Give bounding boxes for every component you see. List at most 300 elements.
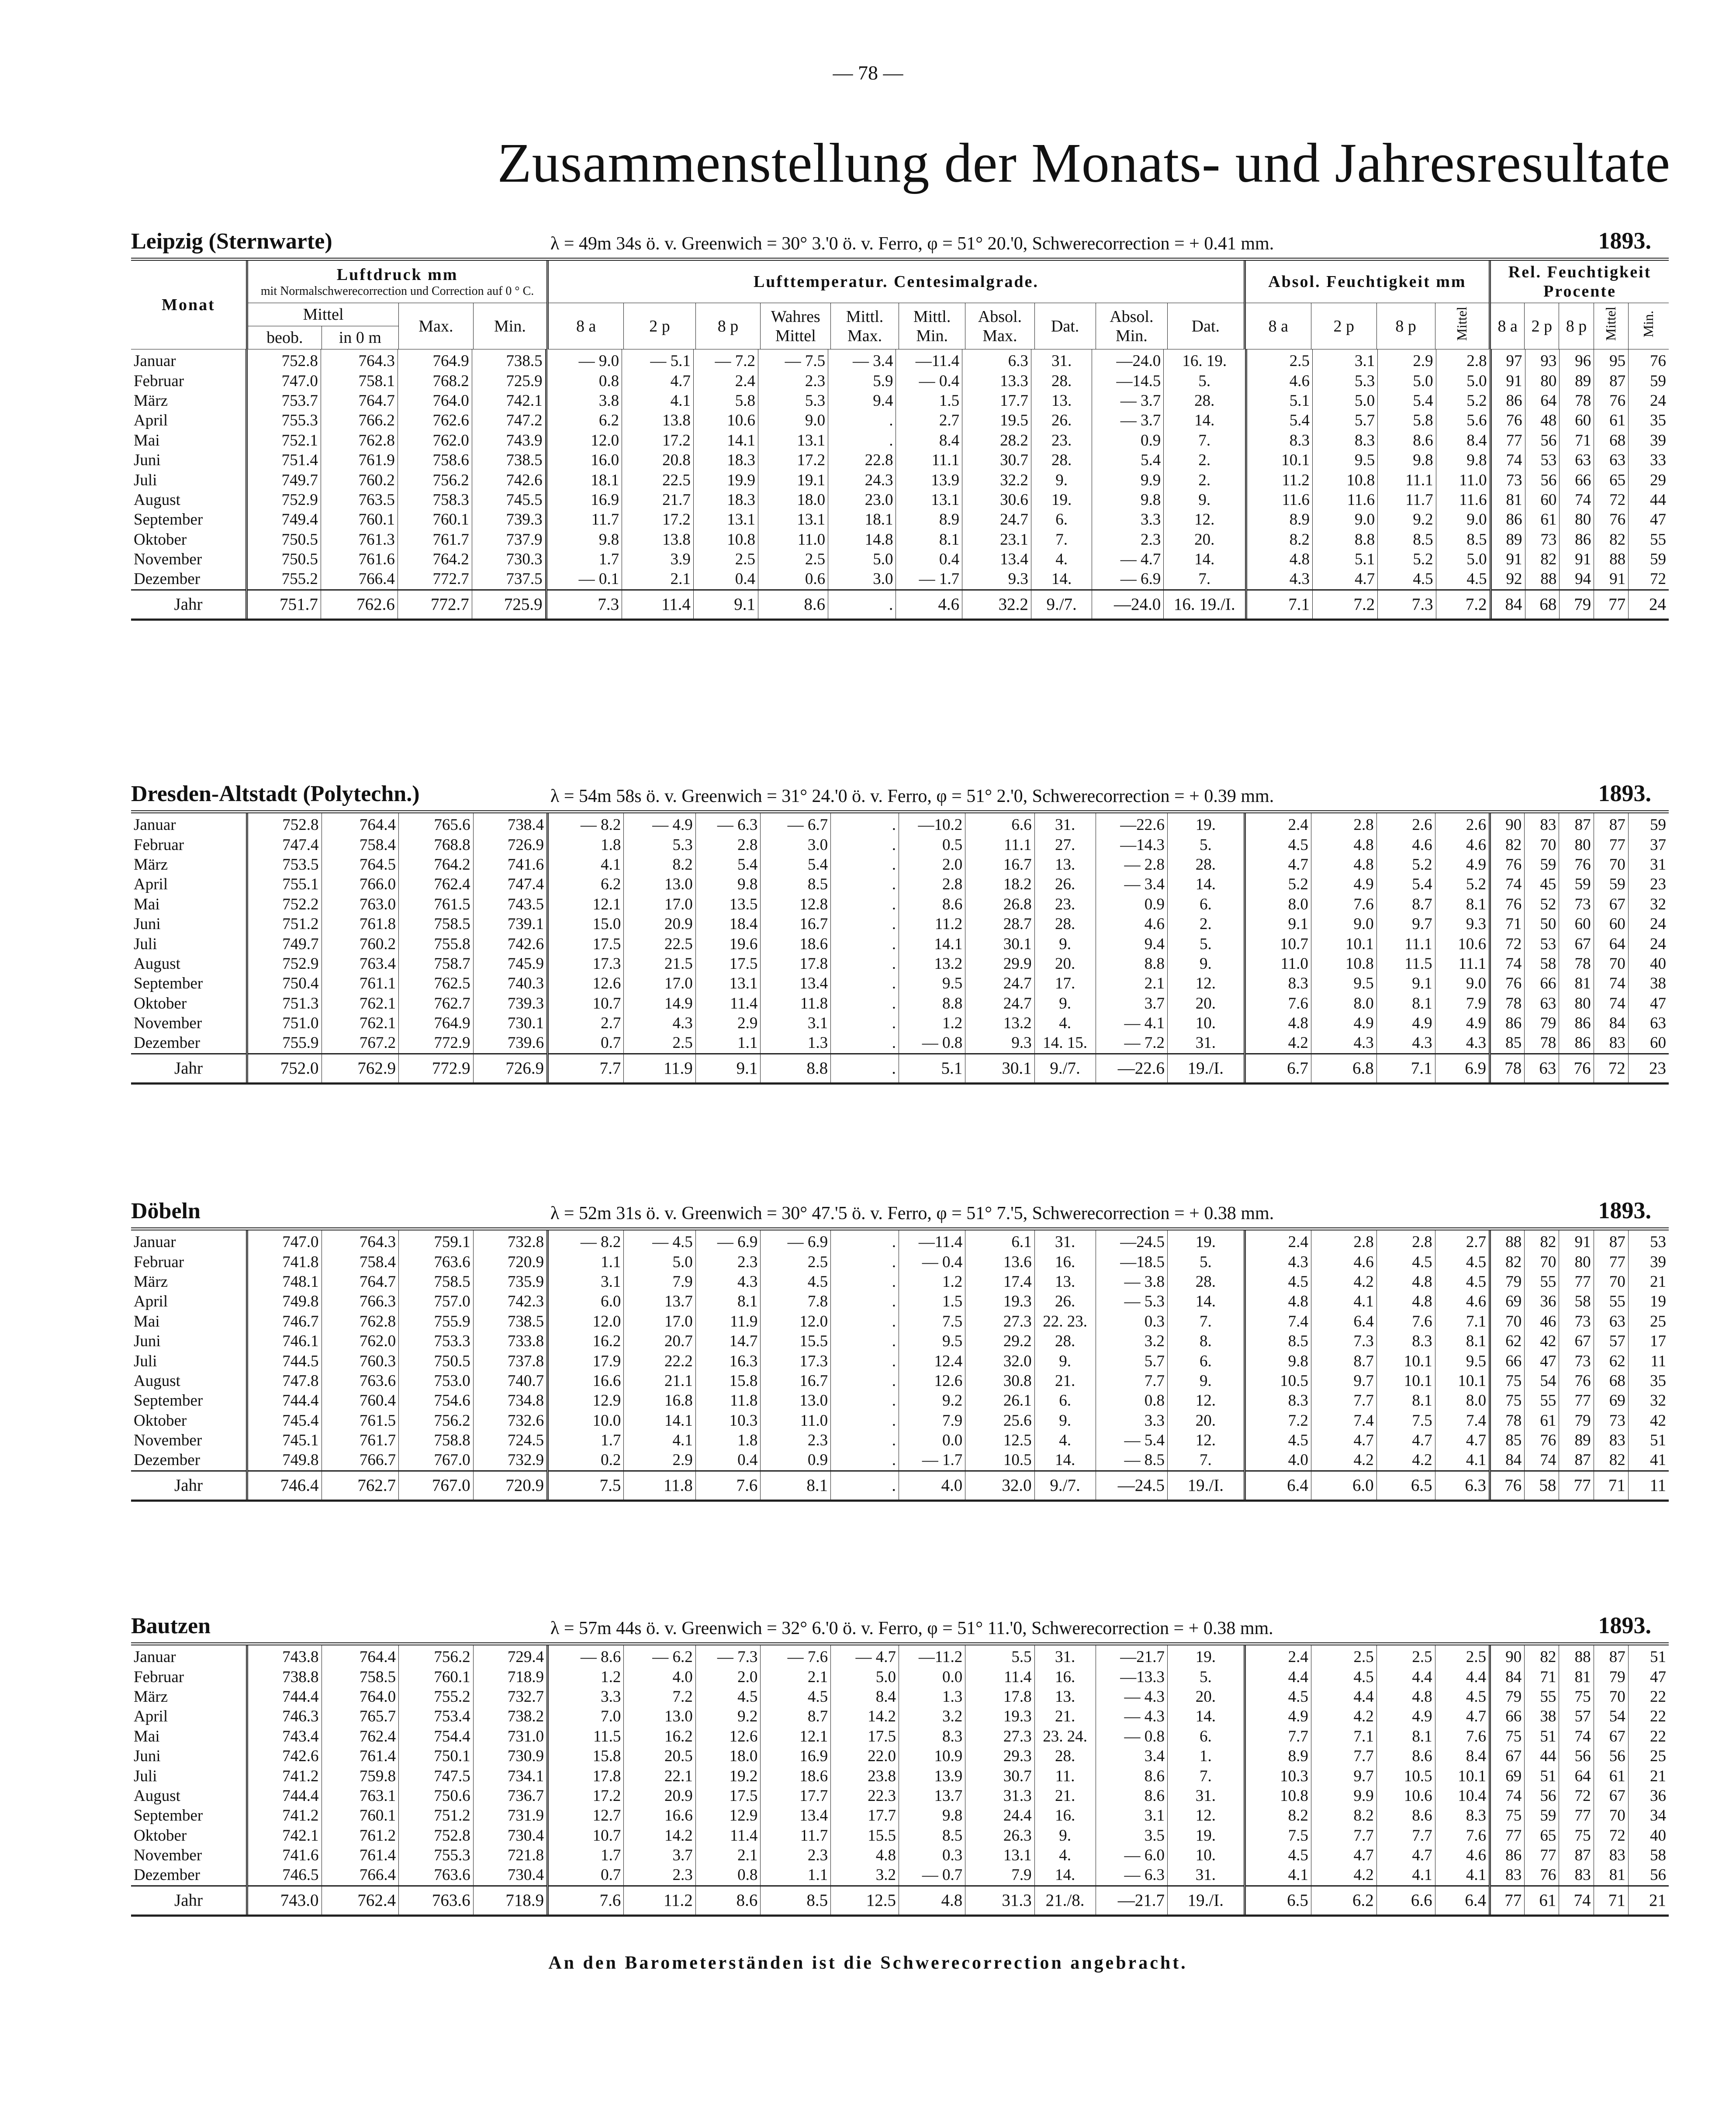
table-cell: 84 [1490,590,1525,619]
table-cell: 60 [1628,1033,1669,1054]
table-cell: 28. [1034,1331,1096,1351]
table-cell: 76 [1559,1371,1594,1391]
table-cell: 7.6 [1435,1826,1490,1845]
table-cell: 77 [1490,1886,1525,1914]
table-cell: 72 [1594,1826,1628,1845]
table-row [131,855,1669,874]
table-cell: 60 [1559,914,1594,934]
table-cell: 742.1 [472,391,546,411]
table-cell: 14.7 [695,1331,761,1351]
table-cell: 8.5 [899,1826,965,1845]
table-cell: 762.0 [398,431,472,450]
table-cell: 8.6 [899,895,965,914]
table-cell: 744.4 [247,1786,322,1806]
table-cell: 74 [1560,490,1594,510]
month-label: Juni [134,451,161,470]
table-cell: 51 [1628,1645,1669,1667]
table-cell: 13.1 [695,974,761,993]
table-cell: 767.0 [399,1471,474,1500]
page-number: — 78 — [833,62,903,84]
table-cell: 33 [1629,450,1669,470]
table-cell: 738.2 [473,1707,548,1726]
top-rule [131,258,1669,261]
table-cell: 8.6 [1376,1806,1435,1825]
station-dresden [131,775,1669,1085]
table-cell: 11.6 [1436,490,1490,510]
table-cell: 76 [1559,855,1594,874]
table-cell: 13.2 [965,1013,1034,1033]
table-cell: 9.8 [695,874,761,894]
table-cell: 0.4 [695,1450,761,1471]
table-row [131,1391,1669,1410]
table-row [131,530,1669,549]
table-cell: 84 [1594,1013,1628,1033]
table-cell: 89 [1490,530,1525,549]
table-cell: 28. [1031,371,1092,390]
month-label: September [134,1392,203,1410]
table-cell: 4.6 [1246,371,1313,390]
table-cell: 31.3 [965,1786,1034,1806]
table-cell: 76 [1490,974,1525,993]
table-cell: 61 [1525,1886,1559,1914]
table-cell: 6.8 [1311,1054,1376,1082]
table-cell: 3.2 [831,1865,899,1886]
table-cell: 11.7 [761,1826,831,1845]
table-cell: 747.4 [473,874,548,894]
table-cell: 79 [1594,1667,1628,1686]
table-cell: 8.6 [1378,431,1436,450]
month-label: Juni [134,1332,161,1351]
table-cell: 76 [1490,1471,1525,1500]
table-cell: 7.1 [1311,1727,1376,1746]
table-cell: 32 [1628,895,1669,914]
table-cell: 766.7 [322,1450,399,1471]
table-cell: 741.2 [247,1766,322,1786]
table-cell: 58 [1525,1471,1559,1500]
table-cell: 2.3 [761,1431,831,1450]
table-cell: 718.9 [473,1667,548,1686]
table-cell: 8.5 [1245,1331,1311,1351]
table-cell: 29.3 [965,1746,1034,1766]
table-cell: 730.1 [473,1013,548,1033]
table-cell: 14. [1034,1865,1096,1886]
table-cell: 9.5 [1435,1351,1490,1371]
table-cell: 77 [1559,1471,1594,1500]
table-cell: 61 [1594,411,1629,430]
table-cell: 762.7 [399,994,474,1013]
station-leipzig [131,223,1669,621]
table-cell: 4.5 [1245,1687,1311,1707]
table-cell: 3.3 [1096,1411,1167,1431]
month-label: August [134,491,180,509]
header-beob: beob. [247,326,322,349]
table-cell: 22. 23. [1034,1312,1096,1331]
table-cell: 1.2 [548,1667,624,1686]
table-cell: 0.0 [899,1431,965,1450]
table-cell: 11.6 [1246,490,1313,510]
table-cell: 8.5 [1436,530,1490,549]
table-cell: 761.4 [322,1746,399,1766]
table-cell: 767.0 [399,1450,474,1471]
table-cell: 10.6 [693,411,758,430]
month-label: August [134,1372,180,1390]
month-label: Jahr [131,1054,247,1082]
table-cell: 19.1 [758,470,828,490]
table-cell: 16.6 [548,1371,624,1391]
table-cell: 14.1 [899,934,965,954]
table-cell: — 3.7 [1092,411,1164,430]
table-cell: 29.2 [965,1331,1034,1351]
table-cell: 3.7 [624,1845,695,1865]
table-cell: 80 [1559,994,1594,1013]
table-cell: 4.8 [1245,1292,1311,1311]
table-cell: —14.5 [1092,371,1164,390]
table-cell: 17.0 [624,974,695,993]
table-cell: 758.8 [399,1431,474,1450]
table-cell: 73 [1559,895,1594,914]
table-cell: 9.5 [1311,974,1376,993]
table-cell: 4.5 [1376,1252,1435,1272]
table-cell: 82 [1594,530,1629,549]
table-cell: 739.6 [473,1033,548,1054]
table-cell: 41 [1628,1450,1669,1471]
table-cell: 93 [1525,349,1560,371]
table-cell: 18.6 [761,1766,831,1786]
table-row [131,1331,1669,1351]
table-cell: 3.1 [1312,349,1377,371]
header-absol-max: Absol. Max. [965,303,1034,349]
table-cell: 37 [1628,835,1669,854]
table-cell: 762.9 [322,1054,399,1082]
table-cell: 67 [1559,1331,1594,1351]
table-cell: 6.4 [1245,1471,1311,1500]
table-cell: 5.5 [965,1645,1034,1667]
table-cell: 755.2 [399,1687,474,1707]
month-label: August [134,1787,180,1805]
table-cell: —18.5 [1096,1252,1167,1272]
table-row [131,1272,1669,1292]
table-cell: —11.2 [899,1645,965,1667]
table-cell: 4.6 [1435,835,1490,854]
table-cell: 5.0 [1436,549,1490,569]
table-cell: 8.8 [1096,954,1167,974]
table-cell: 0.9 [1092,431,1164,450]
table-cell: 31. [1168,1865,1245,1886]
table-cell: 754.4 [399,1727,474,1746]
table-cell: 30.6 [962,490,1031,510]
table-cell: 4.7 [1245,855,1311,874]
table-cell: 756.2 [399,1645,474,1667]
table-cell: 7. [1164,431,1246,450]
table-cell: 4.1 [622,391,694,411]
table-cell: 749.4 [247,510,321,529]
table-cell: 10.1 [1246,450,1313,470]
table-cell: 7.7 [1245,1727,1311,1746]
table-cell: 76 [1490,895,1525,914]
table-cell: 11.9 [695,1312,761,1331]
table-cell: 19.3 [965,1707,1034,1726]
table-cell: —21.7 [1096,1645,1167,1667]
table-cell: 26. [1034,1292,1096,1311]
table-cell: 11 [1628,1471,1669,1500]
table-cell: 10.3 [1245,1766,1311,1786]
table-cell: 13. [1034,855,1096,874]
table-cell: 4.7 [1311,1845,1376,1865]
table-cell: 9.7 [1376,914,1435,934]
table-cell: — 6.9 [695,1230,761,1252]
table-cell: 24 [1629,590,1669,619]
table-cell: 74 [1525,1450,1559,1471]
table-cell: 744.5 [247,1351,322,1371]
table-cell: 764.2 [398,549,472,569]
table-cell: 732.8 [473,1230,548,1252]
table-cell: 749.7 [247,934,322,954]
table-cell: 78 [1490,1411,1525,1431]
table-cell: 85 [1490,1033,1525,1054]
table-cell: 10.5 [965,1450,1034,1471]
header-lufttemperatur: Lufttemperatur. Centesimalgrade. [548,261,1245,303]
table-cell: 13.1 [896,490,962,510]
table-cell: 9. [1034,1351,1096,1371]
table-cell: 4.1 [1435,1450,1490,1471]
table-cell: . [831,1312,899,1331]
table-cell: 76 [1559,1054,1594,1082]
table-cell: 5.2 [1245,874,1311,894]
table-cell: 11.1 [965,835,1034,854]
table-cell: 23 [1628,874,1669,894]
table-cell: 9.7 [1311,1371,1376,1391]
table-cell: 26.3 [965,1826,1034,1845]
table-cell: 30.7 [965,1766,1034,1786]
table-cell: 26. [1034,874,1096,894]
year-row [131,1886,1669,1914]
table-cell: 20.9 [624,1786,695,1806]
table-cell: . [831,855,899,874]
table-cell: 4.5 [1435,1272,1490,1292]
table-cell: 2.3 [758,371,828,390]
table-cell: 66 [1490,1351,1525,1371]
header-rel-min: Min. [1628,303,1669,349]
table-cell: . [828,590,896,619]
table-cell: 13. [1034,1272,1096,1292]
month-label: November [134,1846,202,1865]
table-row [131,349,1669,371]
table-cell: 10.1 [1435,1766,1490,1786]
table-cell: 13.0 [624,874,695,894]
table-cell: 31. [1034,1230,1096,1252]
table-cell: 7. [1168,1450,1245,1471]
table-cell: 5.0 [1436,371,1490,390]
table-cell: 761.6 [321,549,398,569]
table-cell: 75 [1490,1727,1525,1746]
table-cell: 7.7 [1311,1746,1376,1766]
table-cell: 29.9 [965,954,1034,974]
table-cell: 3.1 [548,1272,624,1292]
table-cell: 725.9 [472,371,546,390]
table-cell: 28. [1168,1272,1245,1292]
table-cell: 752.9 [247,954,322,974]
table-cell: 4.3 [1435,1033,1490,1054]
table-cell: 95 [1594,349,1629,371]
table-cell: 11.0 [1245,954,1311,974]
table-cell: 11.5 [1376,954,1435,974]
table-cell: 42 [1525,1331,1559,1351]
table-cell: 16.3 [695,1351,761,1371]
table-cell: —22.6 [1096,1054,1167,1082]
table-cell: 46 [1525,1312,1559,1331]
table-cell: 4.6 [896,590,962,619]
month-label: Mai [134,1312,160,1330]
table-cell: 1.1 [761,1865,831,1886]
table-cell: 0.8 [546,371,622,390]
table-cell: . [831,1351,899,1371]
table-cell: 13.7 [899,1786,965,1806]
table-cell: 19. [1168,813,1245,835]
table-cell: 13.1 [758,510,828,529]
table-cell: 81 [1559,974,1594,993]
table-cell: 8.7 [1376,895,1435,914]
table-cell: 752.0 [247,1054,322,1082]
table-cell: . [831,1272,899,1292]
table-cell: 6.2 [1311,1886,1376,1914]
table-cell: 12.9 [695,1806,761,1825]
table-cell: 56 [1628,1865,1669,1886]
table-cell: 4.8 [1246,549,1313,569]
table-cell: 735.9 [473,1272,548,1292]
table-cell: 21.7 [622,490,694,510]
table-cell: 5.4 [1246,411,1313,430]
table-cell: 747.0 [247,371,321,390]
table-cell: 83 [1594,1845,1628,1865]
table-cell: 4.5 [1436,569,1490,590]
header-dat-max: Dat. [1034,303,1096,349]
table-cell: 762.6 [398,411,472,430]
table-cell: 14.9 [624,994,695,1013]
table-cell: 60 [1525,490,1560,510]
table-cell: — 1.7 [896,569,962,590]
table-cell: 4.2 [1311,1865,1376,1886]
table-cell: 86 [1490,391,1525,411]
table-cell: 5.3 [1312,371,1377,390]
table-cell: 11.4 [695,1826,761,1845]
table-cell: 7.2 [1245,1411,1311,1431]
table-cell: 65 [1594,470,1629,490]
table-cell: 759.1 [399,1230,474,1252]
table-cell: 4.0 [624,1667,695,1686]
year-row [131,1054,1669,1082]
table-cell: 23. 24. [1034,1727,1096,1746]
table-cell: 7.2 [1312,590,1377,619]
table-cell: 23.0 [828,490,896,510]
table-cell: 16.9 [761,1746,831,1766]
table-cell: 29 [1629,470,1669,490]
table-cell: 13. [1031,391,1092,411]
table-cell: 8.2 [1246,530,1313,549]
table-cell: 3.4 [1096,1746,1167,1766]
table-cell: 8.1 [1435,1331,1490,1351]
month-label: Dezember [134,1451,201,1469]
table-cell: 20. [1168,1687,1245,1707]
table-cell: — 6.3 [1096,1865,1167,1886]
table-cell: 87 [1594,813,1628,835]
table-cell: 738.5 [472,349,546,371]
table-cell: 12.8 [761,895,831,914]
table-cell: 4.8 [1245,1013,1311,1033]
table-cell: 752.1 [247,431,321,450]
table-cell: 13.2 [899,954,965,974]
table-cell: 4.1 [1311,1292,1376,1311]
table-cell: 7.8 [761,1292,831,1311]
table-cell: — 6.2 [624,1645,695,1667]
table-cell: 16.2 [548,1331,624,1351]
table-row [131,835,1669,854]
table-cell: 87 [1594,1230,1628,1252]
table-cell: 12.0 [548,1312,624,1331]
table-cell: 7.9 [899,1411,965,1431]
table-cell: 21.5 [624,954,695,974]
table-cell: 22.5 [624,934,695,954]
station-coords: λ = 54m 58s ö. v. Greenwich = 31° 24.'0 ö. v. Ferro, φ = 51° 2.'0, Schwerecorrection = + 0.39 mm. [550,786,1274,806]
table-cell: 22 [1628,1707,1669,1726]
table-cell: 23.8 [831,1766,899,1786]
table-cell: 36 [1628,1786,1669,1806]
table-cell: 55 [1525,1687,1559,1707]
table-cell: . [831,895,899,914]
table-cell: 9. [1034,1826,1096,1845]
table-cell: 751.3 [247,994,322,1013]
table-cell: 739.1 [473,914,548,934]
table-cell: 77 [1490,1826,1525,1845]
header-abs-2p: 2 p [1311,303,1376,349]
table-cell: 763.6 [399,1886,474,1914]
table-cell: 63 [1628,1013,1669,1033]
table-cell: —24.5 [1096,1230,1167,1252]
table-cell: 4.1 [1245,1865,1311,1886]
table-row [131,895,1669,914]
table-cell: 91 [1490,549,1525,569]
month-label: Februar [134,836,184,854]
table-cell: 6.3 [962,349,1031,371]
table-cell: 6. [1168,1727,1245,1746]
table-cell: 1.7 [548,1431,624,1450]
table-cell: 3.1 [761,1013,831,1033]
table-cell: 7.7 [1376,1826,1435,1845]
table-cell: 9. [1168,954,1245,974]
table-cell: 763.6 [399,1252,474,1272]
bottom-rule [131,1082,1669,1085]
table-cell: 9.8 [1436,450,1490,470]
table-cell: 1.8 [548,835,624,854]
table-cell: 17.7 [962,391,1031,411]
table-cell: 91 [1559,1230,1594,1252]
table-row [131,1351,1669,1371]
table-cell: 89 [1560,371,1594,390]
table-cell: 2.6 [1435,813,1490,835]
table-cell: 21 [1628,1272,1669,1292]
table-cell: 742.6 [473,934,548,954]
table-cell: 39 [1628,1252,1669,1272]
table-cell: 10.5 [1245,1371,1311,1391]
table-cell: 73 [1559,1312,1594,1331]
table-cell: 56 [1525,470,1560,490]
header-mittel: Mittel [247,303,399,326]
table-cell: 51 [1525,1766,1559,1786]
table-cell: 4.4 [1311,1687,1376,1707]
table-cell: — 0.1 [546,569,622,590]
table-cell: 732.9 [473,1450,548,1471]
table-cell: 12.6 [899,1371,965,1391]
table-cell: 56 [1559,1746,1594,1766]
